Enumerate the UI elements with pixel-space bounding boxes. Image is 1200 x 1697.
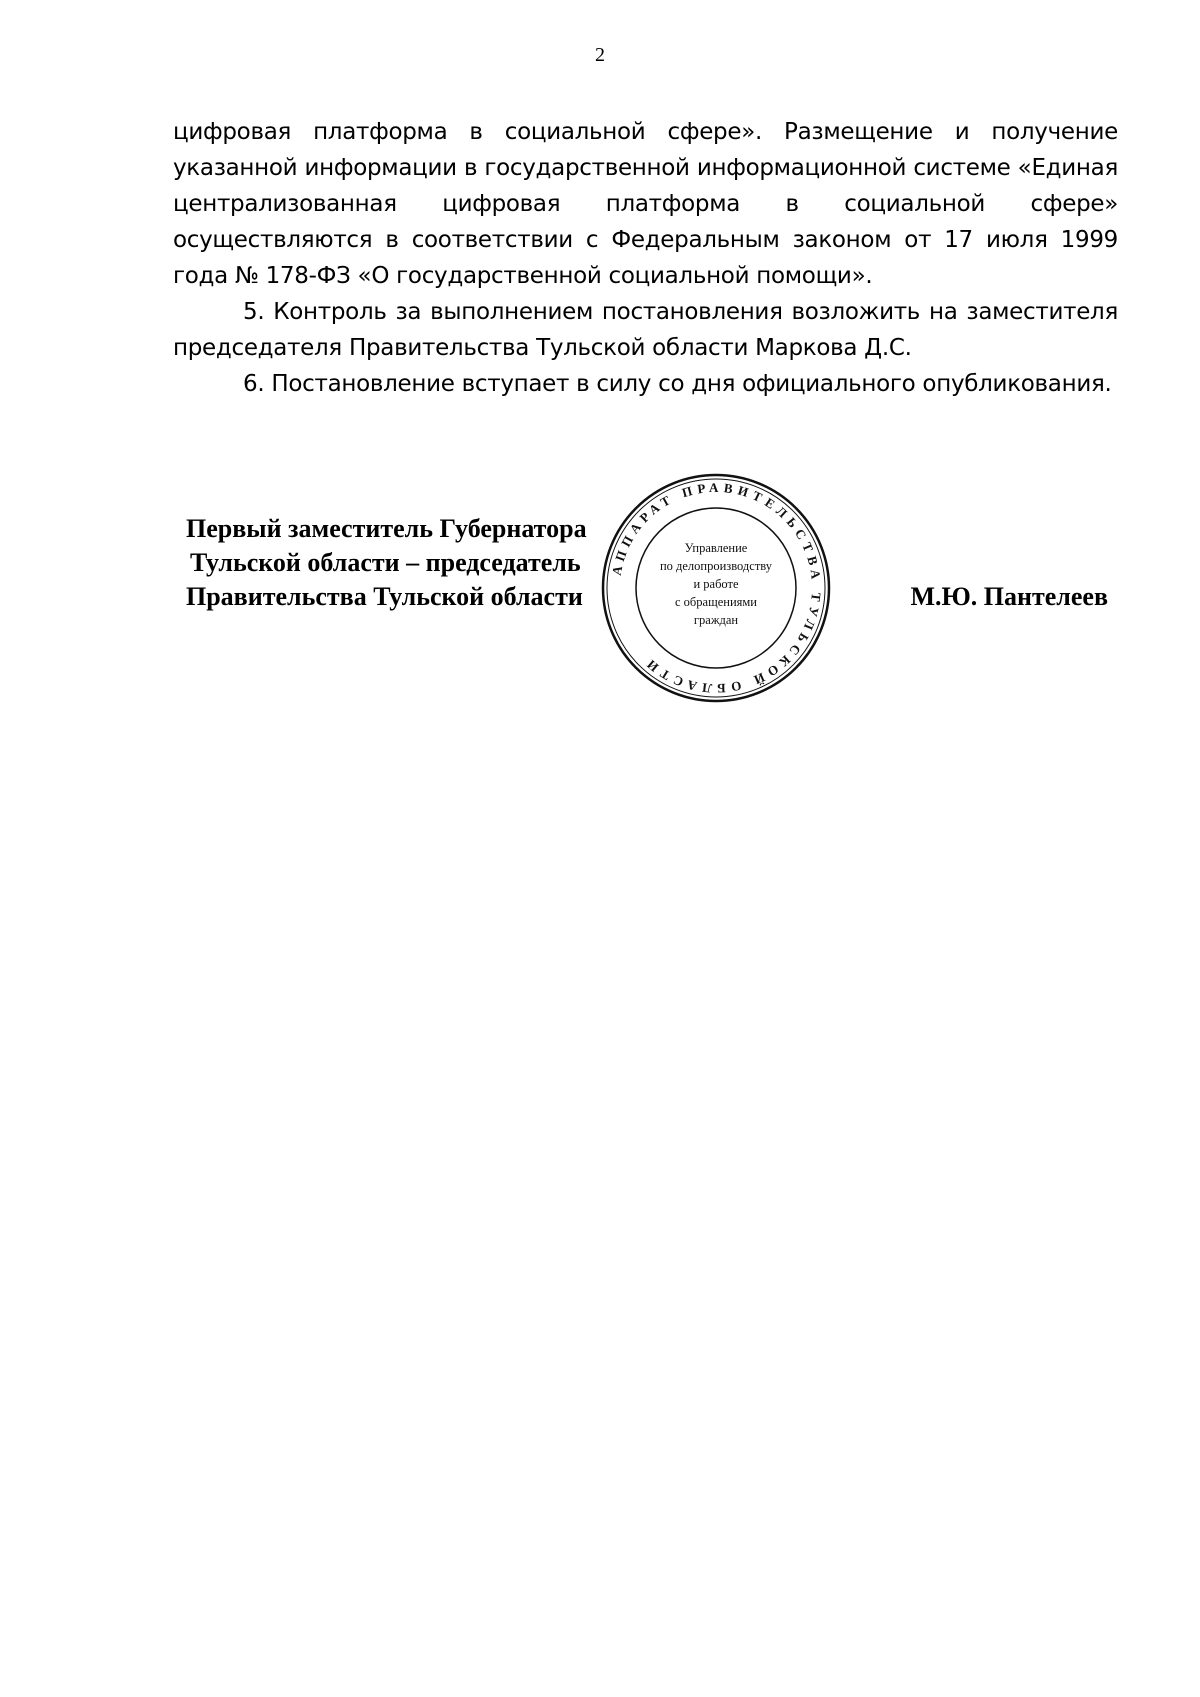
signatory-position-line-3: Правительства Тульской области	[186, 582, 583, 611]
stamp-center-line-2: по делопроизводству	[659, 559, 773, 573]
signatory-position-line-1: Первый заместитель Губернатора	[186, 514, 587, 543]
page-number: 2	[595, 44, 605, 66]
stamp-center-line-1: Управление	[684, 541, 748, 555]
stamp-center-line-5: граждан	[693, 613, 739, 627]
stamp-center-line-4: с обращениями	[675, 595, 757, 609]
signatory-position-line-2: Тульской области – председатель	[190, 548, 581, 577]
official-stamp	[598, 470, 834, 706]
paragraph-5: 5. Контроль за выполнением постановления возложить на заместителя председателя Правительства Тульской области Маркова Д.С.	[173, 299, 1118, 361]
stamp-ring-text: АППАРАТ ПРАВИТЕЛЬСТВА ТУЛЬСКОЙ ОБЛАСТИ	[608, 479, 825, 697]
stamp-center-line-3: и работе	[693, 577, 739, 591]
signatory-name: М.Ю. Пантелеев	[910, 582, 1108, 611]
signatory-position	[186, 512, 587, 614]
paragraph-6: 6. Постановление вступает в силу со дня официального опубликования.	[243, 371, 1112, 397]
document-body	[173, 114, 1118, 402]
paragraph-continuation: цифровая платформа в социальной сфере». Размещение и получение указанной информации в государственной информационной системе «Единая централизованная цифровая платформа в социальной сфере» осуществляются в соответствии с Федеральным законом от 17 июля 1999 года № 178-ФЗ «О государственной социальной помощи».	[173, 119, 1118, 289]
